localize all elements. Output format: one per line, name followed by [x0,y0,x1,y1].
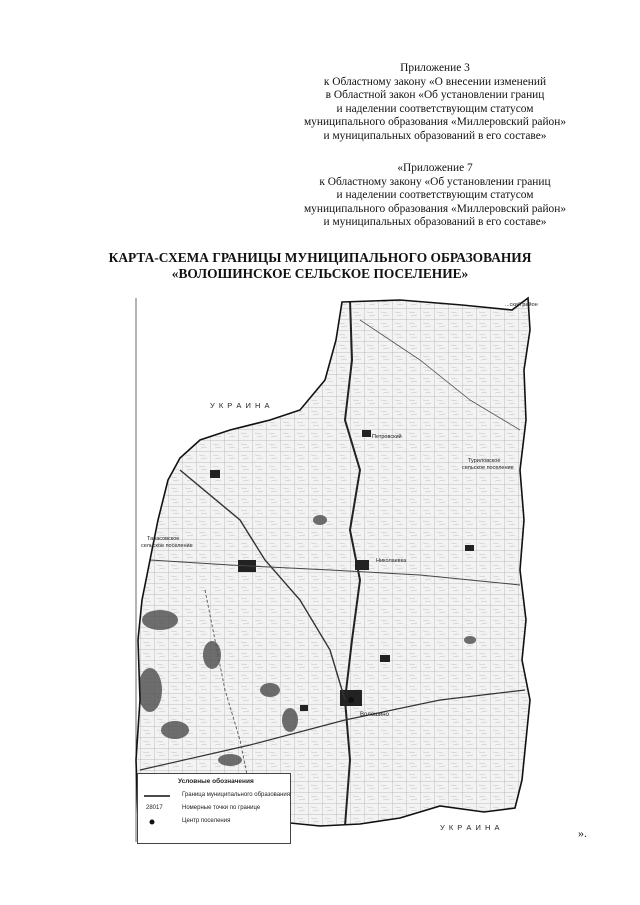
appendix-3-line: в Областной закон «Об установлении границ [325,89,545,102]
legend-item-code: 28017 [146,805,163,811]
legend-item-points [142,804,288,814]
appendix-3-line: муниципального образования «Миллеровский район» [303,116,567,129]
closing-quote: ». [578,826,587,840]
appendix-7-title: «Приложение 7 [397,162,473,174]
map-legend [137,773,291,844]
appendix-3-title: Приложение 3 [400,62,470,74]
appendix-3-line: и наделении соответствующим статусом [336,102,534,115]
appendix-3-line: и муниципальных образований в его составе» [323,129,547,142]
appendix-7-line: к Областному закону «Об установлении границ [319,175,551,188]
district-label: ...ский район [505,302,538,308]
legend-item-boundary [142,791,291,801]
tarasovskoe-label: Тарасовское [147,536,180,542]
legend-title: Условные обозначения [178,778,254,785]
settlement-label-petrovsky: Петровский [372,434,402,440]
map-title-line: «ВОЛОШИНСКОЕ СЕЛЬСКОЕ ПОСЕЛЕНИЕ» [171,265,469,281]
boundary-line-icon [142,791,172,801]
ukraine-label-bottom: У К Р А И Н А [440,823,501,832]
turilovskoe-label: Туриловское [468,458,501,464]
legend-item-text: Граница муниципального образования [182,792,291,798]
legend-item-center [142,817,288,827]
tarasovskoe-label: сельское поселение [141,543,193,549]
appendix-3-line: к Областному закону «О внесении изменений [323,75,547,88]
appendix-7-line: и муниципальных образований в его составе» [323,216,547,229]
settlement-dot-icon [142,817,172,827]
legend-item-text: Номерные точки по границе [182,805,261,811]
settlement-label-nikolaevka: Николаевка [376,558,407,564]
map-title-line: КАРТА-СХЕМА ГРАНИЦЫ МУНИЦИПАЛЬНОГО ОБРАЗОВАНИЯ [108,250,532,265]
settlement-label-voloshino: Волошино [360,712,389,718]
appendix-7-line: и наделении соответствующим статусом [336,189,534,202]
turilovskoe-label: сельское поселение [462,465,514,471]
legend-item-text: Центр поселения [182,818,231,824]
ukraine-label-top: У К Р А И Н А [210,401,271,410]
appendix-7-line: муниципального образования «Миллеровский район» [303,202,567,215]
settlement-center-marker [348,697,354,703]
region-body [130,295,540,845]
